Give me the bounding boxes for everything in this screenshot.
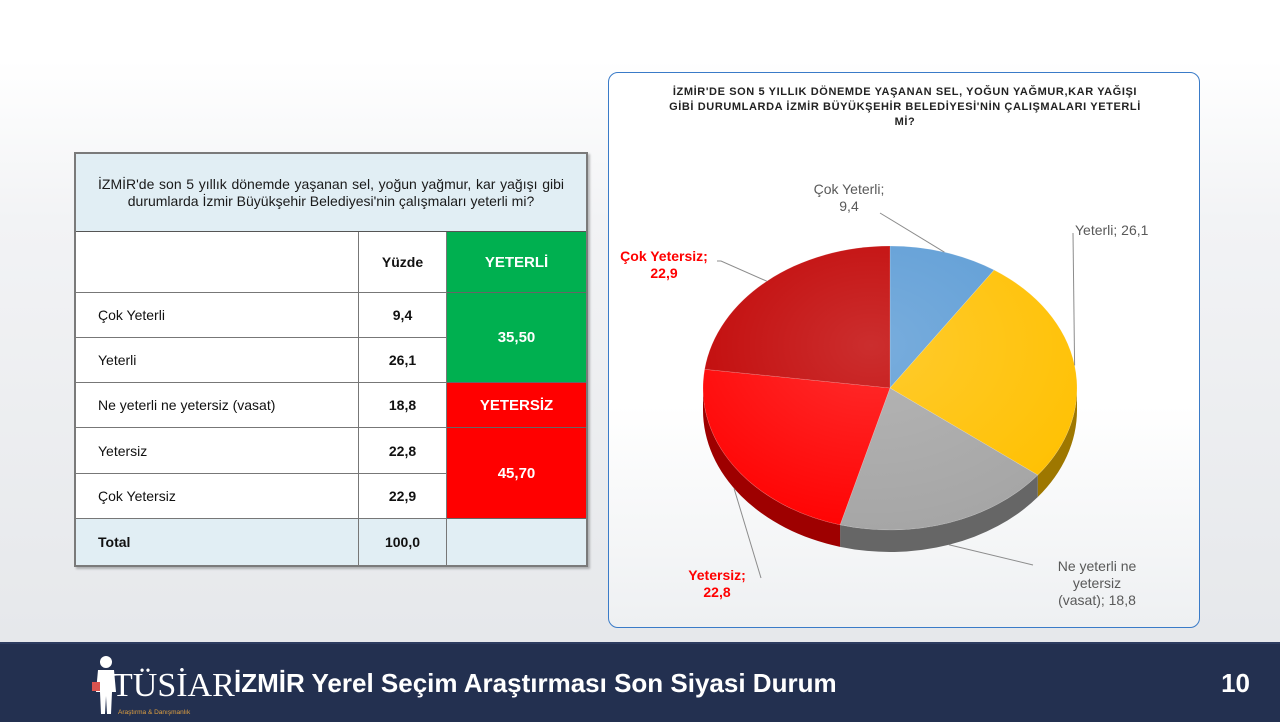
data-label-1: Yeterli; 26,1 <box>1075 222 1149 238</box>
data-label-0: Çok Yeterli; <box>813 181 885 197</box>
logo-subtext: Araştırma & Danışmanlık <box>118 709 191 716</box>
pie-chart <box>609 73 1199 627</box>
percent-header: Yüzde <box>359 232 447 293</box>
table-row-value: 22,8 <box>359 428 447 474</box>
table-row-label: Ne yeterli ne yetersiz (vasat) <box>76 383 359 428</box>
data-label-3: Yetersiz; <box>688 567 746 583</box>
chart-title: İZMİR'DE SON 5 YILLIK DÖNEMDE YAŞANAN SEL, YOĞUN YAĞMUR,KAR YAĞIŞI GİBİ DURUMLARDA İZMİR BÜYÜKŞEHİR BELEDİYESİ'NİN ÇALIŞMALARI YETERLİ Mİ? <box>669 86 1141 128</box>
table-row-value: 9,4 <box>359 293 447 338</box>
table-row-label: Yetersiz <box>76 428 359 474</box>
page-number: 10 <box>1221 668 1250 698</box>
group-yeterli-header: YETERLİ <box>447 232 586 293</box>
data-label-2: yetersiz <box>1072 575 1122 591</box>
total-value: 100,0 <box>359 519 447 565</box>
table-grid <box>76 232 586 565</box>
total-blank <box>447 519 586 565</box>
leader-line-1 <box>1073 233 1075 365</box>
table-row-label: Çok Yeterli <box>76 293 359 338</box>
group-yeterli-value: 35,50 <box>447 293 586 383</box>
total-label: Total <box>76 519 359 565</box>
leader-line-2 <box>949 545 1033 565</box>
data-label-3: 22,8 <box>703 584 731 600</box>
footer-bar <box>0 642 1280 722</box>
footer-title: İZMİR Yerel Seçim Araştırması Son Siyasi Durum <box>234 668 837 698</box>
data-label-2: (vasat); 18,8 <box>1058 592 1136 608</box>
data-label-0: 9,4 <box>839 198 859 214</box>
data-label-4: 22,9 <box>650 265 678 281</box>
group-yetersiz-value: 45,70 <box>447 428 586 519</box>
table-question: İZMİR'de son 5 yıllık dönemde yaşanan sel, yoğun yağmur, kar yağışı gibi durumlarda İzmir Büyükşehir Belediyesi'nin çalışmaları yeterli mi? <box>76 154 586 232</box>
table-row-label: Çok Yetersiz <box>76 474 359 519</box>
table-row-value: 22,9 <box>359 474 447 519</box>
data-label-2: Ne yeterli ne <box>1057 558 1137 574</box>
table-row-value: 18,8 <box>359 383 447 428</box>
table-row-label: Yeterli <box>76 338 359 383</box>
pie-highlight <box>703 246 1077 530</box>
results-table <box>74 152 588 567</box>
leader-line-4 <box>717 261 767 281</box>
data-label-4: Çok Yetersiz; <box>620 248 708 264</box>
table-row-value: 26,1 <box>359 338 447 383</box>
table-header-blank <box>76 232 359 293</box>
tusiar-logo <box>88 652 235 718</box>
chart-panel <box>608 72 1200 628</box>
logo-text: TÜSİAR <box>112 667 235 704</box>
group-vasat-header: YETERSİZ <box>447 383 586 428</box>
